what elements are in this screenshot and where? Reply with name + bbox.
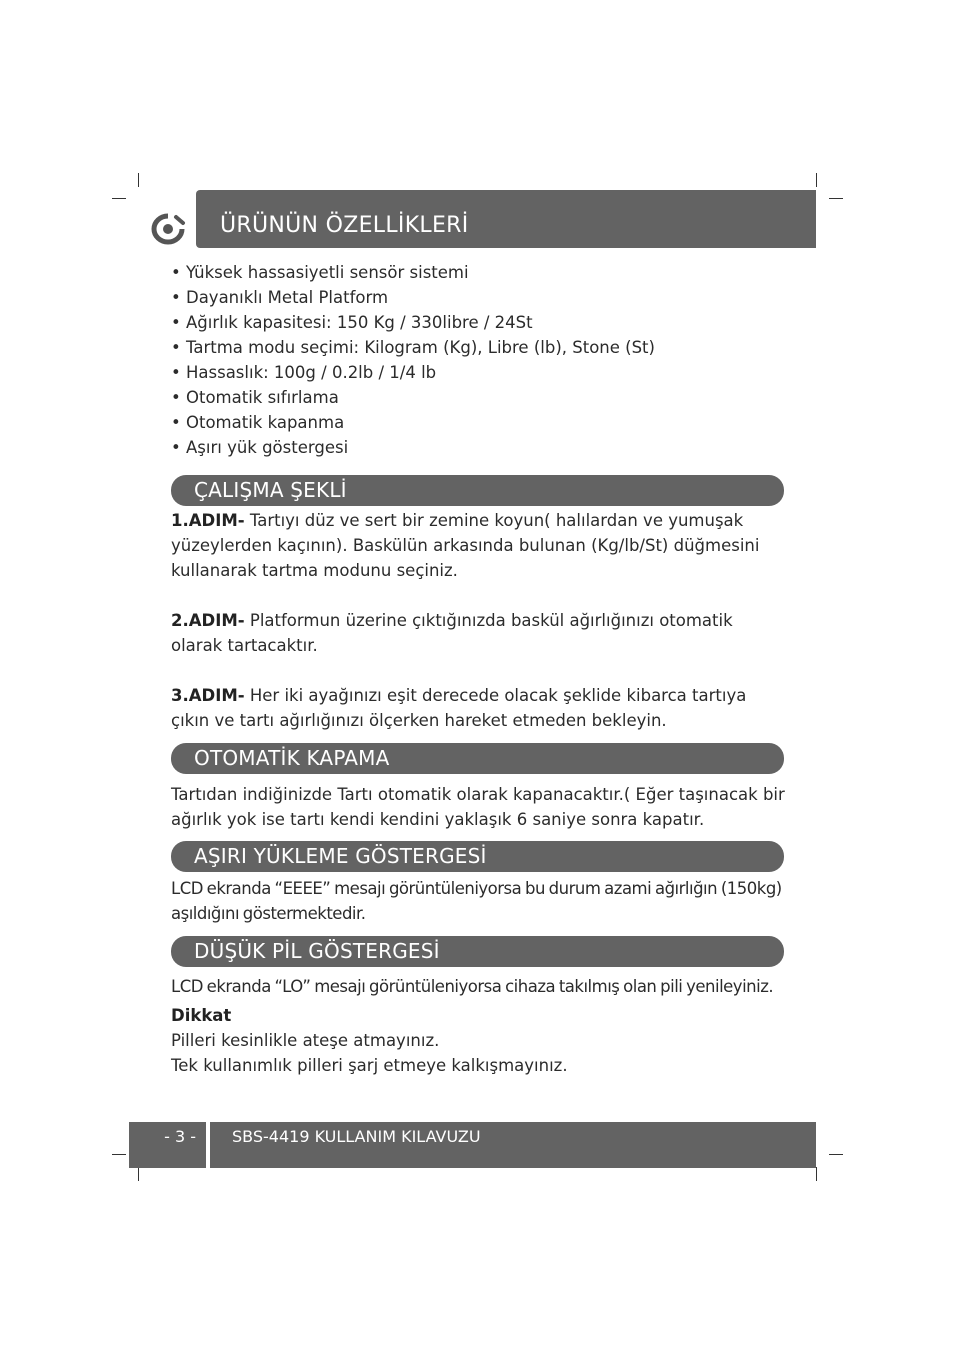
crop-mark	[138, 1167, 139, 1181]
step-3	[171, 683, 786, 733]
step-label: 2.ADIM-	[171, 611, 245, 630]
warning-title: Dikkat	[171, 1006, 232, 1025]
auto-off-text: Tartıdan indiğinizde Tartı otomatik olarak kapanacaktır.( Eğer taşınacak bir ağırlık yok ise tartı kendi kendini yaklaşık 6 saniye sonra kapatır.	[171, 785, 785, 829]
list-item: • Ağırlık kapasitesi: 150 Kg / 330libre / 24St	[171, 310, 655, 335]
step-label: 1.ADIM-	[171, 511, 245, 530]
low-battery-text: LCD ekranda “LO” mesajı görüntüleniyorsa cihaza takılmış olan pili yenileyiniz.	[171, 977, 774, 996]
low-battery-heading: DÜŞÜK PİL GÖSTERGESİ	[171, 936, 784, 967]
overload-heading: AŞIRI YÜKLEME GÖSTERGESİ	[171, 841, 784, 872]
list-item: • Tartma modu seçimi: Kilogram (Kg), Libre (lb), Stone (St)	[171, 335, 655, 360]
step-text: Tartıyı düz ve sert bir zemine koyun( halılardan ve yumuşak yüzeylerden kaçının). Baskülün arkasında bulunan (Kg/lb/St) düğmesini kullanarak tartma modunu seçiniz.	[171, 511, 760, 580]
page-title: ÜRÜNÜN ÖZELLİKLERİ	[196, 190, 816, 248]
step-text: Her iki ayağınızı eşit derecede olacak şeklide kibarca tartıya çıkın ve tartı ağırlığınızı ölçerken hareket etmeden bekleyin.	[171, 686, 747, 730]
crop-mark	[112, 198, 126, 199]
operation-heading: ÇALIŞMA ŞEKLİ	[171, 475, 784, 506]
step-2	[171, 608, 786, 658]
step-text: Platformun üzerine çıktığınızda baskül ağırlığınızı otomatik olarak tartacaktır.	[171, 611, 733, 655]
crop-mark	[112, 1154, 126, 1155]
auto-off-heading: OTOMATİK KAPAMA	[171, 743, 784, 774]
step-1	[171, 508, 771, 583]
warning-block	[171, 1003, 791, 1078]
footer-title: SBS-4419 KULLANIM KILAVUZU	[210, 1122, 816, 1168]
list-item: • Dayanıklı Metal Platform	[171, 285, 655, 310]
list-item: • Hassaslık: 100g / 0.2lb / 1/4 lb	[171, 360, 655, 385]
crop-mark	[829, 198, 843, 199]
overload-text: LCD ekranda “EEEE” mesajı görüntüleniyorsa bu durum azami ağırlığın (150kg) aşıldığını göstermektedir.	[171, 879, 782, 923]
crop-mark	[816, 173, 817, 187]
crop-mark	[829, 1154, 843, 1155]
step-label: 3.ADIM-	[171, 686, 245, 705]
warning-item: Tek kullanımlık pilleri şarj etmeye kalkışmayınız.	[171, 1056, 568, 1075]
crop-mark	[816, 1167, 817, 1181]
warning-item: Pilleri kesinlikle ateşe atmayınız.	[171, 1031, 440, 1050]
list-item: • Otomatik sıfırlama	[171, 385, 655, 410]
feature-list	[171, 260, 655, 460]
page-number: - 3 -	[129, 1122, 206, 1168]
crop-mark	[138, 173, 139, 187]
list-item: • Otomatik kapanma	[171, 410, 655, 435]
list-item: • Aşırı yük göstergesi	[171, 435, 655, 460]
brand-logo-icon	[150, 213, 186, 245]
list-item: • Yüksek hassasiyetli sensör sistemi	[171, 260, 655, 285]
